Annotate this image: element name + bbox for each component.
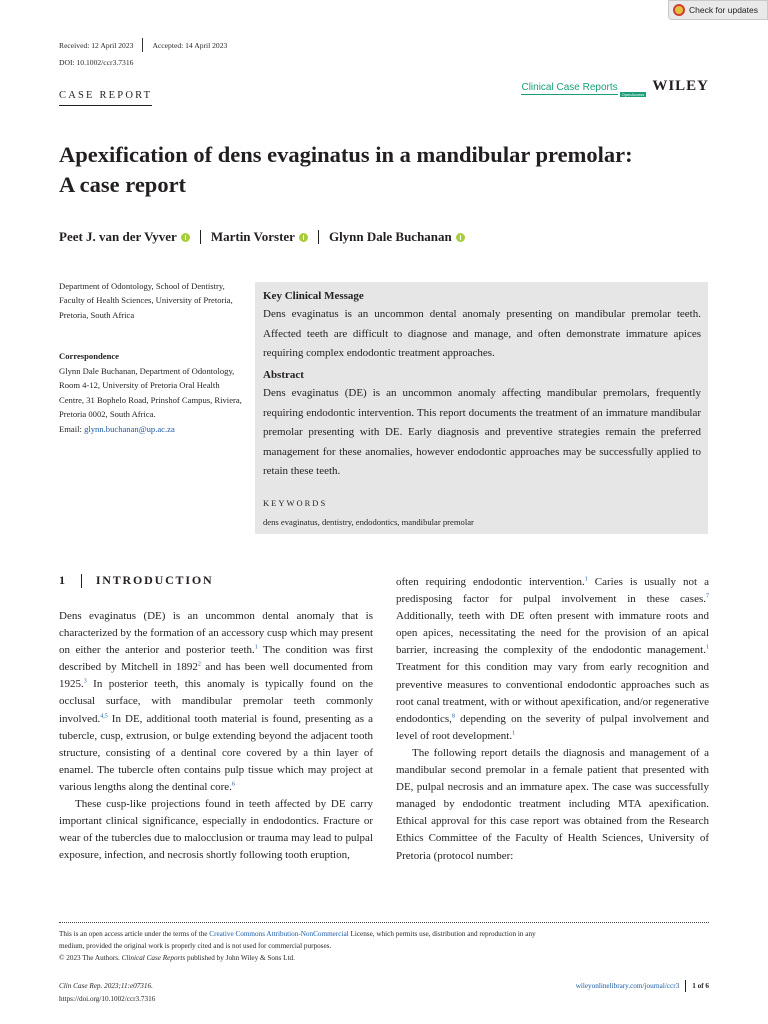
author-name: Martin Vorster	[210, 229, 295, 244]
page-footer-right	[576, 980, 709, 992]
date-divider	[142, 38, 143, 52]
author[interactable]	[211, 229, 308, 245]
author-name: Glynn Dale Buchanan	[328, 229, 452, 244]
correspondence-heading: Correspondence	[59, 351, 119, 361]
citation-link[interactable]: 1	[706, 644, 709, 651]
paragraph: Dens evaginatus (DE) is an uncommon dental anomaly that is characterized by the formation of an accessory cusp which may present on either the anterior and posterior teeth.$^1$ The condition was first described by Mitchell in 1892$^2$ and has been well documented from 1925.$^3$ In posterior teeth, this anomaly is typically found on the occlusal surface, with mandibular premolar teeth commonly involved.$^{4,5}$ In DE, additional tooth material is found, presenting as a tubercle, cusp, extrusion, or bulge extending beyond the adjacent tooth structure, consisting of a dentinal core covered by a thin layer of enamel. The tubercle often contains pulp tissue which may project at various lengths along the dentinal core.$^6$	[59, 610, 373, 793]
section-title: INTRODUCTION	[95, 573, 214, 587]
check-for-updates-label: Check for updates	[689, 5, 758, 15]
paragraph: These cusp-like projections found in teeth affected by DE carry important clinical significance, especially in endodontics. Fracture or wear of the tubercles due to malocclusion or trauma may lead to pulpal exposure, infection, and necrosis shortly following tooth eruption,	[59, 798, 373, 862]
author[interactable]	[59, 229, 190, 245]
body-column-right	[396, 574, 709, 865]
journal-name[interactable]: Clinical Case Reports	[521, 82, 618, 93]
correspondence-text: Glynn Dale Buchanan, Department of Odontology, Room 4-12, University of Pretoria Oral Health Centre, 31 Bophelo Road, Prinshof Campus, Riviera, Pretoria 0002, South Africa.	[59, 366, 242, 420]
section-number: 1	[59, 573, 67, 587]
title-line-1: Apexification of dens evaginatus in a mandibular premolar:	[59, 142, 633, 167]
keywords-heading: KEYWORDS	[263, 498, 328, 508]
citation-link[interactable]: 1	[254, 644, 258, 651]
page-number: 1 of 6	[692, 982, 709, 990]
footer-divider	[685, 980, 686, 992]
footnote-divider	[59, 922, 709, 923]
open-access-tag: OpenAccess	[621, 92, 645, 97]
author-name: Peet J. van der Vyver	[59, 229, 177, 244]
citation-link[interactable]: 6	[231, 781, 235, 788]
check-for-updates-button[interactable]	[668, 0, 768, 20]
citation-link[interactable]: 2	[197, 661, 201, 668]
title-line-2: A case report	[59, 172, 187, 197]
citation-link[interactable]: 4,5	[100, 712, 108, 719]
paragraph: often requiring endodontic intervention.$^1$ Caries is usually not a predisposing factor for pulpal involvement in these cases.$^7$ Additionally, teeth with DE often present with immature roots and open apices, necessitating the need for the provision of an apical barrier, increasing the complexity of the endodontic management.$^1$ Treatment for this condition may vary from early recognition and preventive measures to conventional endodontic approaches such as root canal treatment, with or without apexification, and/or regenerative endodontics,$^8$ depending on the severity of pulpal involvement and level of root development.$^1$	[396, 576, 710, 742]
journal-url-link[interactable]: wileyonlinelibrary.com/journal/ccr3	[575, 982, 680, 990]
abstract-text: Dens evaginatus (DE) is an uncommon anomaly affecting mandibular premolars, frequently requiring endodontic intervention. This report documents the treatment of an immature mandibular premolar presenting with DE. Early diagnosis and preventive strategies remain the preferred management for these anomalies, however endodontic approaches may be successfully applied to retain these teeth.	[263, 387, 701, 478]
crossmark-icon	[673, 4, 685, 16]
correspondence-details	[59, 364, 244, 436]
author[interactable]	[329, 229, 465, 245]
received-date: Received: 12 April 2023	[59, 40, 134, 50]
doi: DOI: 10.1002/ccr3.7316	[59, 58, 134, 67]
article-type: CASE REPORT	[59, 90, 152, 106]
orcid-icon[interactable]	[299, 233, 308, 242]
citation-link[interactable]: 1	[512, 730, 516, 737]
license-notice: This is an open access article under the terms of the Creative Commons Attribution-NonCommercial License, which permits use, distribution and reproduction in any medium, provided the original work is properly cited and is not used for commercial purposes. © 2023 The Authors. Clinical Case Reports published by John Wiley & Sons Ltd.	[59, 930, 536, 963]
orcid-icon[interactable]	[181, 233, 190, 242]
publisher-logo: WILEY	[652, 78, 709, 94]
citation-link[interactable]: 1	[584, 576, 588, 583]
keywords-list: dens evaginatus, dentistry, endodontics, mandibular premolar	[263, 517, 474, 527]
article-dates	[59, 38, 227, 52]
abstract-box	[255, 282, 708, 534]
key-message-heading: Key Clinical Message	[263, 290, 364, 302]
email-link[interactable]: glynn.buchanan@up.ac.za	[84, 423, 175, 434]
email-label: Email:	[59, 423, 85, 434]
citation-link[interactable]: 8	[451, 713, 455, 720]
citation-link[interactable]: 7	[706, 593, 709, 600]
page-footer-citation	[59, 980, 155, 1006]
citation-link[interactable]: 3	[83, 678, 87, 685]
body-column-left	[59, 608, 373, 864]
author-divider	[318, 230, 319, 244]
abstract-heading: Abstract	[263, 369, 304, 381]
citation-text: Clin Case Rep. 2023;11:e07316.	[59, 982, 153, 990]
article-title	[59, 140, 719, 200]
section-divider	[81, 574, 82, 588]
accepted-date: Accepted: 14 April 2023	[152, 40, 228, 50]
key-message-text: Dens evaginatus is an uncommon dental anomaly presenting on mandibular premolar teeth. Affected teeth are difficult to diagnose and manage, and often demonstrate immature apices requiring complex endodontic treatment approaches.	[263, 308, 701, 360]
author-divider	[200, 230, 201, 244]
orcid-icon[interactable]	[456, 233, 465, 242]
author-list	[59, 229, 465, 245]
license-link[interactable]: Creative Commons Attribution-NonCommercial	[209, 930, 349, 938]
section-heading	[59, 573, 213, 588]
journal-brand	[521, 78, 709, 95]
affiliation: Department of Odontology, School of Dentistry, Faculty of Health Sciences, University of Pretoria, Pretoria, South Africa	[59, 281, 233, 320]
paragraph: The following report details the diagnosis and management of a mandibular second premolar in a female patient that presented with DE, pulpal necrosis and an immature apex. The case was successfully managed by endodontic treatment including MTA apexification. Ethical approval for this case report was obtained from the Research Ethics Committee of the Faculty of Health Sciences, University of Pretoria (protocol number:	[396, 746, 709, 862]
doi-link[interactable]: https://doi.org/10.1002/ccr3.7316	[59, 995, 156, 1003]
